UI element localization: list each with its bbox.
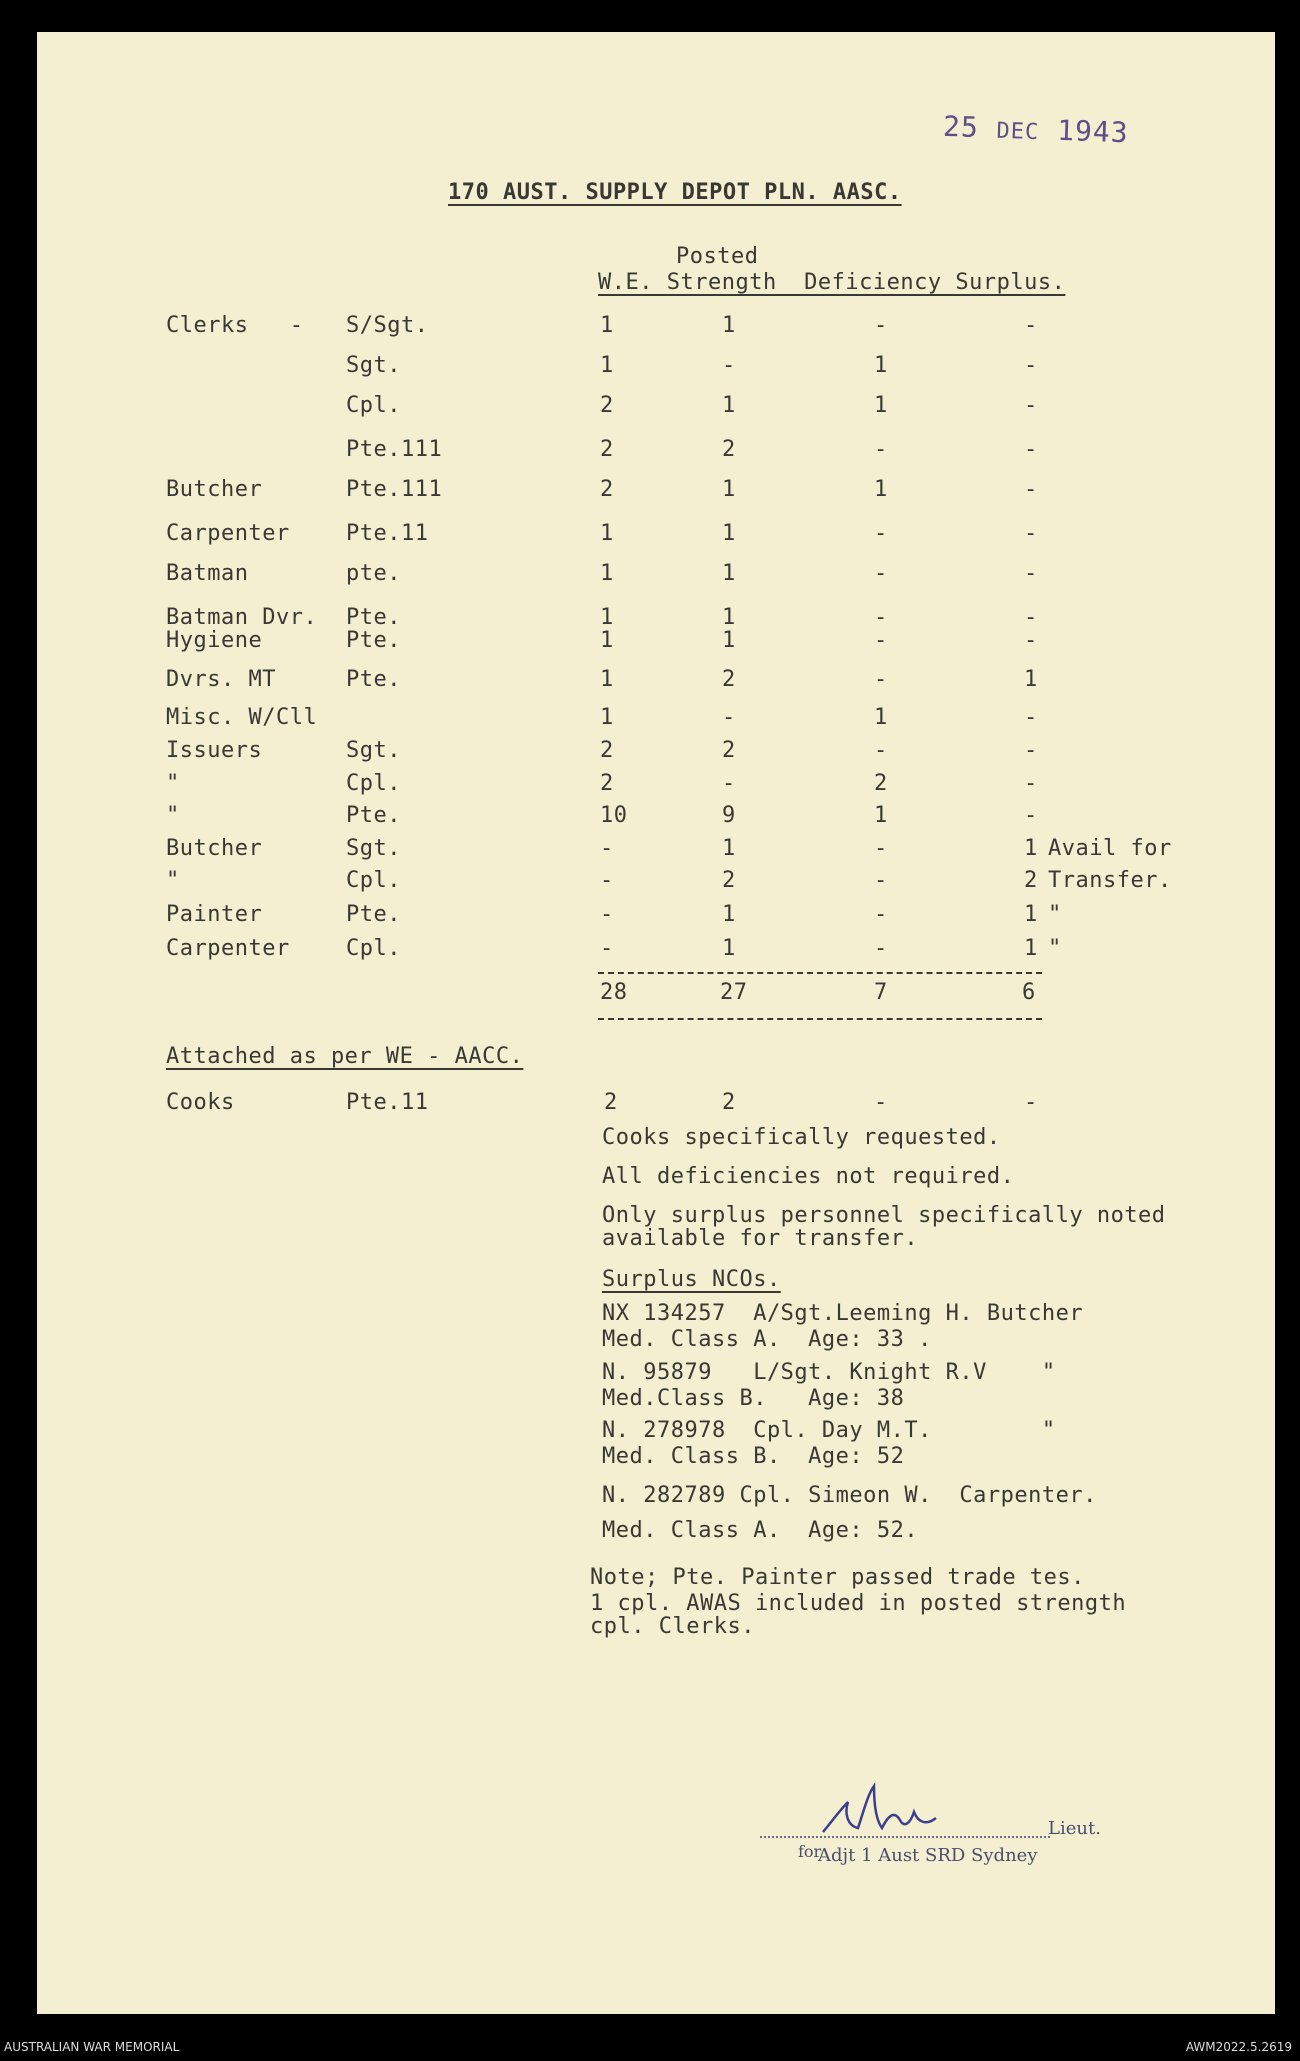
table-cell-def: 2 xyxy=(874,771,888,796)
table-cell-trade: Butcher xyxy=(166,477,263,502)
table-cell-trade: Painter xyxy=(166,902,263,927)
table-cell-trade: Misc. W/Cll xyxy=(166,705,318,730)
table-cell-posted: 2 xyxy=(722,667,736,692)
table-cell-we: - xyxy=(600,936,614,961)
table-cell-we: 1 xyxy=(600,353,614,378)
table-cell-sur: 1 xyxy=(1024,902,1038,927)
table-cell-posted: 2 xyxy=(722,738,736,763)
table-cell-trade: Dvrs. MT xyxy=(166,667,276,692)
footnote-line: Note; Pte. Painter passed trade tes. xyxy=(590,1565,1085,1590)
signature-office: Adjt 1 Aust SRD Sydney xyxy=(818,1845,1038,1866)
total-rule-top xyxy=(598,972,1042,974)
table-cell-def: - xyxy=(874,437,888,462)
attached-we: 2 xyxy=(604,1090,618,1115)
footer-reference: AWM2022.5.2619 xyxy=(1185,2040,1292,2054)
table-cell-def: - xyxy=(874,313,888,338)
note-line: Cooks specifically requested. xyxy=(602,1125,1001,1150)
table-cell-sur: 1 xyxy=(1024,836,1038,861)
table-cell-trade: Carpenter xyxy=(166,936,290,961)
table-cell-posted: 1 xyxy=(722,521,736,546)
table-cell-sur: 1 xyxy=(1024,667,1038,692)
table-cell-trade: Batman xyxy=(166,561,249,586)
table-cell-sur: 1 xyxy=(1024,936,1038,961)
note-line: All deficiencies not required. xyxy=(602,1164,1015,1189)
table-cell-sur: - xyxy=(1024,477,1038,502)
table-cell-sur: - xyxy=(1024,313,1038,338)
table-cell-note: Avail for xyxy=(1048,836,1172,861)
table-cell-we: 1 xyxy=(600,667,614,692)
table-cell-trade: Issuers xyxy=(166,738,263,763)
table-cell-we: 1 xyxy=(600,628,614,653)
table-cell-def: - xyxy=(874,738,888,763)
table-cell-def: 1 xyxy=(874,803,888,828)
table-cell-rank: Pte. xyxy=(346,605,401,630)
table-cell-trade: Carpenter xyxy=(166,521,290,546)
attached-heading: Attached as per WE - AACC. xyxy=(166,1044,524,1069)
table-cell-def: - xyxy=(874,605,888,630)
table-cell-posted: 1 xyxy=(722,628,736,653)
table-cell-note: Transfer. xyxy=(1048,868,1172,893)
table-cell-posted: 2 xyxy=(722,437,736,462)
table-cell-sur: - xyxy=(1024,605,1038,630)
table-cell-trade: " xyxy=(166,771,180,796)
attached-trade: Cooks xyxy=(166,1090,235,1115)
table-cell-we: 2 xyxy=(600,477,614,502)
header-posted: Posted xyxy=(676,244,759,269)
table-cell-we: - xyxy=(600,868,614,893)
table-cell-we: - xyxy=(600,836,614,861)
note-line: Only surplus personnel specifically noted xyxy=(602,1203,1166,1228)
table-cell-we: 1 xyxy=(600,521,614,546)
table-cell-def: - xyxy=(874,868,888,893)
table-cell-posted: 9 xyxy=(722,803,736,828)
stamp-year: 1943 xyxy=(1056,113,1130,150)
table-cell-rank: Pte. xyxy=(346,803,401,828)
table-cell-posted: 1 xyxy=(722,902,736,927)
table-cell-sur: - xyxy=(1024,353,1038,378)
document-title: 170 AUST. SUPPLY DEPOT PLN. AASC. xyxy=(448,180,902,205)
surplus-line: N. 278978 Cpl. Day M.T. " xyxy=(602,1418,1056,1443)
table-cell-sur: - xyxy=(1024,521,1038,546)
date-stamp xyxy=(942,110,1129,149)
attached-deficiency: - xyxy=(874,1090,888,1115)
table-cell-def: - xyxy=(874,628,888,653)
table-cell-note: " xyxy=(1048,902,1062,927)
table-cell-posted: - xyxy=(722,353,736,378)
total-surplus: 6 xyxy=(1022,980,1036,1005)
table-cell-posted: 1 xyxy=(722,605,736,630)
table-cell-sur: - xyxy=(1024,561,1038,586)
surplus-line: Med. Class A. Age: 52. xyxy=(602,1518,919,1543)
table-cell-we: 10 xyxy=(600,803,628,828)
table-cell-we: 2 xyxy=(600,738,614,763)
footnote-line: 1 cpl. AWAS included in posted strength xyxy=(590,1591,1127,1616)
table-cell-sur: - xyxy=(1024,803,1038,828)
table-cell-we: 2 xyxy=(600,771,614,796)
surplus-line: N. 95879 L/Sgt. Knight R.V " xyxy=(602,1360,1056,1385)
signature-prefix: for xyxy=(798,1842,822,1861)
table-cell-trade: " xyxy=(166,803,180,828)
attached-posted: 2 xyxy=(722,1090,736,1115)
table-cell-sur: - xyxy=(1024,437,1038,462)
table-cell-def: - xyxy=(874,667,888,692)
attached-rank: Pte.11 xyxy=(346,1090,429,1115)
table-cell-we: - xyxy=(600,902,614,927)
table-cell-we: 2 xyxy=(600,437,614,462)
table-cell-rank: Sgt. xyxy=(346,738,401,763)
total-we: 28 xyxy=(600,980,628,1005)
table-cell-posted: 1 xyxy=(722,393,736,418)
table-cell-sur: - xyxy=(1024,771,1038,796)
table-cell-we: 1 xyxy=(600,705,614,730)
table-cell-note: " xyxy=(1048,936,1062,961)
table-cell-rank: S/Sgt. xyxy=(346,313,429,338)
total-rule-bottom xyxy=(598,1018,1042,1020)
table-cell-sur: - xyxy=(1024,705,1038,730)
attached-surplus: - xyxy=(1024,1090,1038,1115)
signature-scrawl xyxy=(818,1780,948,1840)
table-cell-posted: 1 xyxy=(722,313,736,338)
table-cell-rank: Pte.111 xyxy=(346,437,443,462)
table-cell-sur: - xyxy=(1024,738,1038,763)
table-cell-trade: " xyxy=(166,868,180,893)
stamp-day: 25 xyxy=(942,109,980,144)
total-deficiency: 7 xyxy=(874,980,888,1005)
note-line: available for transfer. xyxy=(602,1226,919,1251)
table-cell-we: 1 xyxy=(600,605,614,630)
surplus-line: Med.Class B. Age: 38 xyxy=(602,1386,905,1411)
signature-rank: Lieut. xyxy=(1048,1818,1101,1839)
signature-line xyxy=(760,1836,1050,1838)
table-header: W.E. Strength Deficiency Surplus. xyxy=(598,270,1066,295)
table-cell-def: 1 xyxy=(874,705,888,730)
table-cell-def: - xyxy=(874,836,888,861)
table-cell-sur: - xyxy=(1024,393,1038,418)
table-cell-rank: Cpl. xyxy=(346,771,401,796)
total-posted: 27 xyxy=(720,980,748,1005)
table-cell-rank: Pte. xyxy=(346,628,401,653)
table-cell-def: - xyxy=(874,936,888,961)
table-cell-rank: Pte.111 xyxy=(346,477,443,502)
table-cell-we: 1 xyxy=(600,313,614,338)
table-cell-rank: Pte.11 xyxy=(346,521,429,546)
table-cell-rank: Pte. xyxy=(346,667,401,692)
table-cell-def: 1 xyxy=(874,477,888,502)
table-cell-rank: Sgt. xyxy=(346,353,401,378)
footnote-line: cpl. Clerks. xyxy=(590,1614,755,1639)
table-cell-def: - xyxy=(874,561,888,586)
table-cell-rank: Cpl. xyxy=(346,936,401,961)
table-cell-def: 1 xyxy=(874,393,888,418)
table-cell-sur: 2 xyxy=(1024,868,1038,893)
table-cell-posted: 1 xyxy=(722,477,736,502)
table-cell-rank: Cpl. xyxy=(346,393,401,418)
table-cell-we: 1 xyxy=(600,561,614,586)
table-cell-sur: - xyxy=(1024,628,1038,653)
table-cell-we: 2 xyxy=(600,393,614,418)
table-cell-trade: Butcher xyxy=(166,836,263,861)
table-cell-posted: 1 xyxy=(722,561,736,586)
surplus-line: Med. Class A. Age: 33 . xyxy=(602,1327,932,1352)
table-cell-trade: Hygiene xyxy=(166,628,263,653)
table-cell-def: - xyxy=(874,902,888,927)
table-cell-trade: Clerks - xyxy=(166,313,304,338)
surplus-line: Med. Class B. Age: 52 xyxy=(602,1444,905,1469)
table-cell-posted: - xyxy=(722,705,736,730)
footer-archive: AUSTRALIAN WAR MEMORIAL xyxy=(4,2040,180,2054)
table-cell-rank: Cpl. xyxy=(346,868,401,893)
table-cell-def: - xyxy=(874,521,888,546)
table-cell-posted: - xyxy=(722,771,736,796)
table-cell-def: 1 xyxy=(874,353,888,378)
table-cell-posted: 2 xyxy=(722,868,736,893)
stamp-month: DEC xyxy=(996,118,1040,146)
surplus-line: N. 282789 Cpl. Simeon W. Carpenter. xyxy=(602,1483,1097,1508)
table-cell-posted: 1 xyxy=(722,936,736,961)
table-cell-rank: Pte. xyxy=(346,902,401,927)
surplus-heading: Surplus NCOs. xyxy=(602,1267,781,1292)
table-cell-rank: pte. xyxy=(346,561,401,586)
table-cell-rank: Sgt. xyxy=(346,836,401,861)
surplus-line: NX 134257 A/Sgt.Leeming H. Butcher xyxy=(602,1301,1084,1326)
table-cell-posted: 1 xyxy=(722,836,736,861)
table-cell-trade: Batman Dvr. xyxy=(166,605,318,630)
